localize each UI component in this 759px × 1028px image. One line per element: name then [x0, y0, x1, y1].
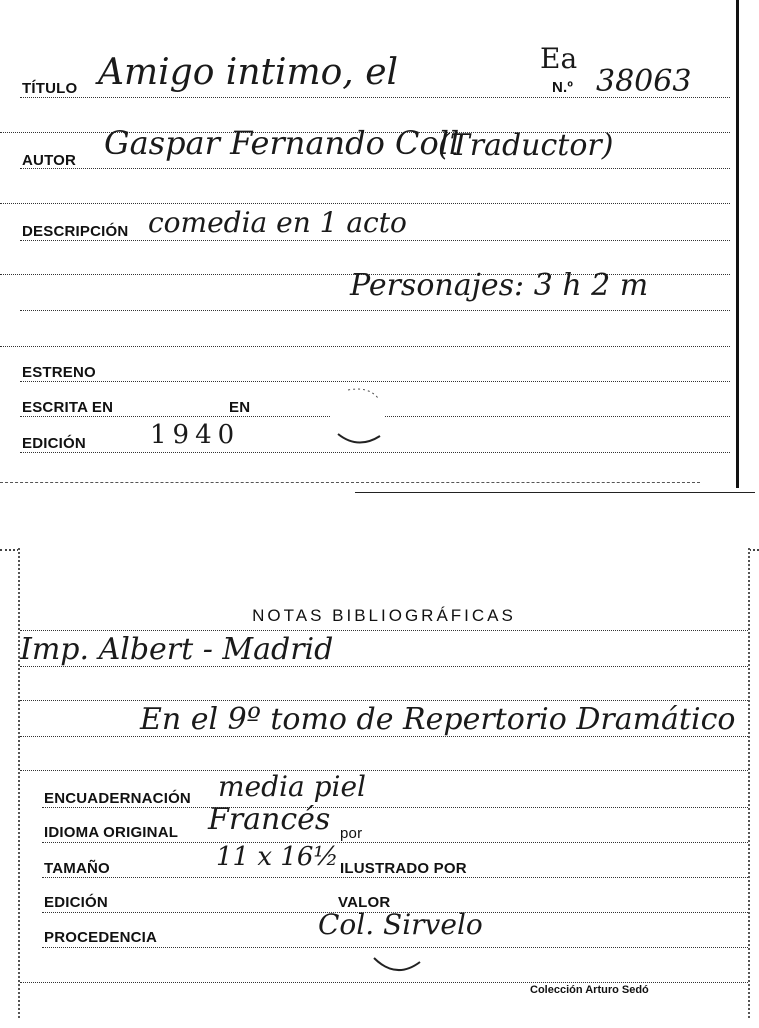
ruled-line [42, 807, 748, 808]
ilustrado-por-label: ILUSTRADO POR [340, 860, 467, 877]
punch-hole-mark [328, 384, 388, 446]
ruled-line [20, 310, 730, 311]
autor-label: AUTOR [22, 152, 77, 169]
escrita-en-label-secondary: EN [229, 399, 251, 416]
catalog-card-back [18, 548, 750, 1018]
ruled-line [20, 770, 748, 771]
ruled-line [20, 168, 730, 169]
escrita-en-label: ESCRITA EN [22, 399, 114, 416]
ruled-line [385, 416, 730, 417]
edicion-value: 1940 [150, 420, 241, 450]
note-line-2: En el 9º tomo de Repertorio Dramático [140, 702, 736, 737]
titulo-value: Amigo intimo, el [98, 52, 399, 93]
collection-credit: Colección Arturo Sedó [530, 984, 649, 996]
procedencia-value: Col. Sirvelo [318, 908, 483, 941]
autor-note: (Traductor) [438, 128, 614, 163]
autor-value: Gaspar Fernando Coll [104, 124, 460, 162]
tamano-label: TAMAÑO [44, 860, 110, 877]
descripcion-value: comedia en 1 acto [148, 206, 407, 239]
titulo-label: TÍTULO [22, 80, 78, 97]
ruled-line [20, 700, 748, 701]
ruled-line [20, 452, 730, 453]
ruled-line [20, 630, 748, 631]
ruled-line [20, 982, 748, 983]
ruled-line [42, 842, 748, 843]
tamano-value: 11 x 16½ [216, 842, 339, 872]
punch-hole-mark [366, 928, 426, 978]
note-line-1: Imp. Albert - Madrid [20, 632, 334, 667]
ruled-line [0, 203, 730, 204]
ruled-line [20, 240, 730, 241]
procedencia-label: PROCEDENCIA [44, 929, 158, 946]
idioma-original-value: Francés [208, 802, 331, 837]
card-edge [0, 482, 700, 483]
idioma-original-label: IDIOMA ORIGINAL [44, 824, 179, 841]
card-edge [355, 492, 755, 493]
encuadernacion-value: media piel [218, 770, 366, 803]
ruled-line [0, 346, 730, 347]
notas-bibliograficas-title: NOTAS BIBLIOGRÁFICAS [252, 606, 516, 625]
descripcion-label: DESCRIPCIÓN [22, 223, 129, 240]
catalog-card-front [0, 0, 739, 488]
valor-label: VALOR [338, 894, 391, 911]
personajes-value: Personajes: 3 h 2 m [350, 268, 649, 303]
por-label: por [340, 825, 363, 842]
numero-label: N.º [552, 79, 574, 96]
estreno-label: ESTRENO [22, 364, 96, 381]
edicion-back-label: EDICIÓN [44, 894, 108, 911]
encuadernacion-label: ENCUADERNACIÓN [44, 790, 191, 807]
ruled-line [20, 416, 330, 417]
edicion-label: EDICIÓN [22, 435, 86, 452]
ruled-line [20, 381, 730, 382]
ruled-line [42, 877, 748, 878]
numero-value: 38063 [596, 64, 692, 99]
ea-prefix: Ea [540, 42, 578, 75]
